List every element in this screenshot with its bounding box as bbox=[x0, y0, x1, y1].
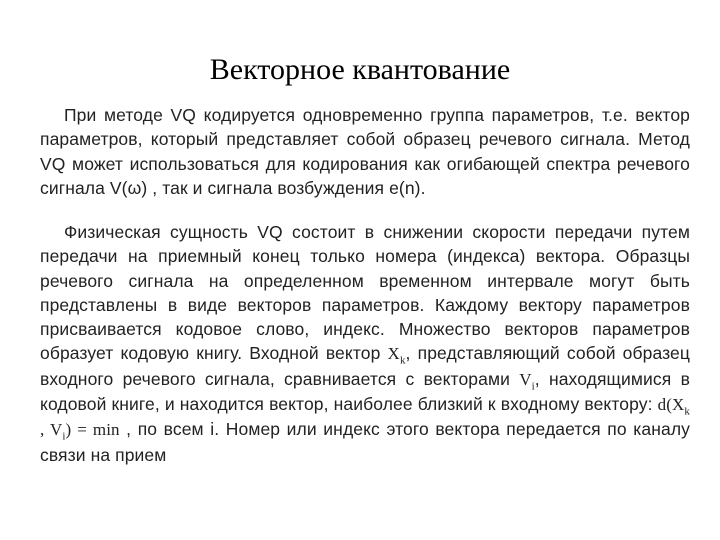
vector-vi-base: V bbox=[519, 369, 532, 389]
paragraph-vq-method: При методе VQ кодируется одновременно группа параметров, т.е. вектор параметров, который представляет собой образец речевого сигнала. Метод VQ может использоваться для кодирования как огибающей спектра речевого сигнала V(ω) , так и сигнала возбуждения e(n). bbox=[40, 105, 690, 198]
formula-subscript-i: i bbox=[62, 430, 66, 443]
paragraph-vq-essence bbox=[40, 220, 690, 467]
formula-subscript-k: k bbox=[684, 405, 690, 418]
paragraph-text-2: , представляющий собой образец входного речевого сигнала, сравнивается с векторами bbox=[40, 343, 690, 389]
formula-middle: , V bbox=[40, 420, 63, 440]
vector-xk bbox=[387, 344, 406, 367]
paragraph-text-1: Физическая сущность VQ состоит в снижении скорости передачи путем передачи на приемный конец только номера (индекса) вектора. Образцы речевого сигнала на определенном временном интервале могут быть представлены в виде векторов параметров. Каждому вектору параметров присваивается кодовое слово, индекс. Множество векторов параметров образует кодовую книгу. Входной вектор bbox=[40, 222, 690, 364]
vector-xk-base: X bbox=[387, 344, 400, 364]
vector-vi-subscript: i bbox=[531, 380, 535, 393]
vector-vi bbox=[519, 369, 535, 393]
paragraph-text-3: , находящимися в кодовой книге, и находится вектор, наиболее близкий к входному вектору: bbox=[40, 368, 690, 415]
vector-xk-subscript: k bbox=[399, 354, 406, 367]
paragraph-text-4: , по всем i. Номер или индекс этого вектора передается по каналу связи на прием bbox=[40, 419, 690, 465]
formula-prefix: d(X bbox=[657, 395, 685, 415]
slide-title: Векторное квантование bbox=[209, 53, 511, 86]
formula-suffix: ) = min bbox=[65, 420, 120, 440]
